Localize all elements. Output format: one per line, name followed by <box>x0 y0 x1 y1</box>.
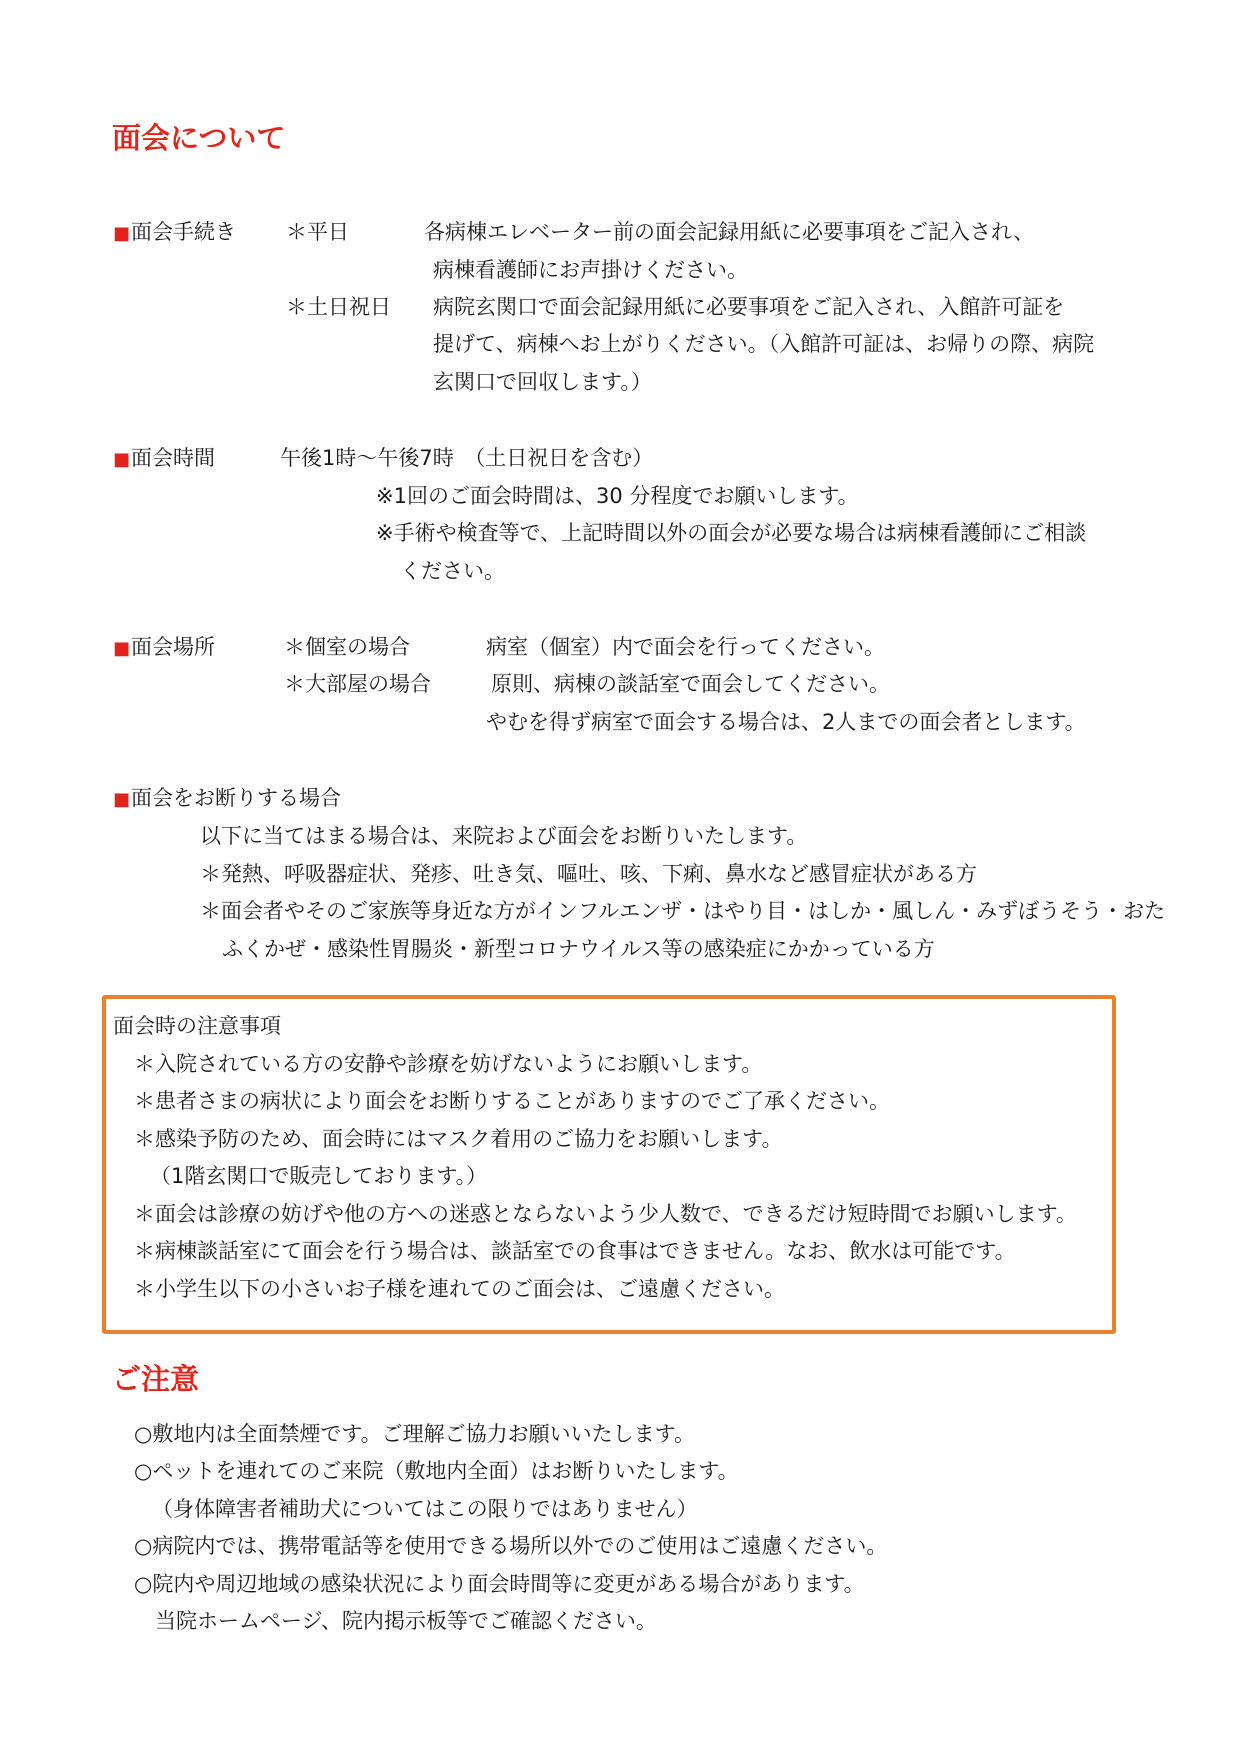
weekday-text-line: 病棟看護師にお声掛けください。 <box>433 258 748 282</box>
weekday-text-line: 各病棟エレベーター前の面会記録用紙に必要事項をご記入され、 <box>424 220 1035 244</box>
place-label: 面会場所 <box>131 635 216 659</box>
hours-heading <box>113 448 215 469</box>
place-heading <box>113 637 215 658</box>
hours-label: 面会時間 <box>131 446 216 470</box>
refusal-intro: 以下に当てはまる場合は、来院および面会をお断りいたします。 <box>200 824 808 848</box>
private-room-label: ＊個室の場合 <box>284 635 410 659</box>
hours-note: ※1回のご面会時間は、30 分程度でお願いします。 <box>376 484 859 508</box>
notice-line: ＊感染予防のため、面会時にはマスク着用のご協力をお願いします。 <box>134 1127 783 1151</box>
notice-line: ＊面会は診療の妨げや他の方への迷惑とならないよう少人数で、できるだけ短時間でお願いします。 <box>134 1202 1077 1226</box>
notice-line: ＊入院されている方の安静や診療を妨げないようにお願いします。 <box>134 1052 763 1076</box>
refusal-item: ＊発熱、呼吸器症状、発疹、吐き気、嘔吐、咳、下痢、鼻水など感冒症状がある方 <box>200 862 977 886</box>
shared-room-label: ＊大部屋の場合 <box>284 672 431 696</box>
procedure-heading <box>113 222 236 243</box>
private-room-text: 病室（個室）内で面会を行ってください。 <box>486 635 885 659</box>
holiday-text-line: 玄関口で回収します。） <box>433 370 652 394</box>
red-square-icon: ■ <box>113 449 131 470</box>
hours-time: 午後1時～午後7時 （土日祝日を含む） <box>280 446 654 470</box>
holiday-label: ＊土日祝日 <box>286 295 391 319</box>
red-square-icon: ■ <box>113 638 131 659</box>
caution-line: （身体障害者補助犬についてはこの限りではありません） <box>152 1497 698 1521</box>
hours-note: ※手術や検査等で、上記時間以外の面会が必要な場合は病棟看護師にご相談 <box>376 521 1087 545</box>
refusal-item: ふくかぜ・感染性胃腸炎・新型コロナウイルス等の感染症にかかっている方 <box>222 937 935 961</box>
holiday-text-line: 病院玄関口で面会記録用紙に必要事項をご記入され、入館許可証を <box>433 295 1065 319</box>
refusal-heading <box>113 788 341 809</box>
caution-line: ○ペットを連れてのご来院（敷地内全面）はお断りいたします。 <box>134 1459 739 1483</box>
caution-line: ○病院内では、携帯電話等を使用できる場所以外でのご使用はご遠慮ください。 <box>134 1534 888 1558</box>
notice-box-title: 面会時の注意事項 <box>113 1014 281 1038</box>
holiday-text-line: 提げて、病棟へお上がりください。（入館許可証は、お帰りの際、病院 <box>433 332 1095 356</box>
notice-line: ＊病棟談話室にて面会を行う場合は、談話室での食事はできません。なお、飲水は可能です。 <box>134 1239 1016 1263</box>
shared-room-text: 原則、病棟の談話室で面会してください。 <box>491 672 890 696</box>
caution-line: ○院内や周辺地域の感染状況により面会時間等に変更がある場合があります。 <box>134 1572 865 1596</box>
notice-line: （1階玄関口で販売しております。） <box>150 1164 488 1188</box>
caution-line: 当院ホームページ、院内掲示板等でご確認ください。 <box>155 1609 657 1633</box>
refusal-item: ＊面会者やそのご家族等身近な方がインフルエンザ・はやり目・はしか・風しん・みずぼうそう・おた <box>200 899 1166 923</box>
caution-title: ご注意 <box>112 1362 200 1396</box>
procedure-label: 面会手続き <box>131 220 237 244</box>
shared-room-text: やむを得ず病室で面会する場合は、2人までの面会者とします。 <box>486 710 1086 734</box>
red-square-icon: ■ <box>113 789 131 810</box>
caution-line: ○敷地内は全面禁煙です。ご理解ご協力お願いいたします。 <box>134 1422 695 1446</box>
weekday-label: ＊平日 <box>286 220 349 244</box>
notice-line: ＊小学生以下の小さいお子様を連れてのご面会は、ご遠慮ください。 <box>134 1277 785 1301</box>
page-title: 面会について <box>112 121 286 155</box>
hours-note: ください。 <box>400 559 505 583</box>
notice-line: ＊患者さまの病状により面会をお断りすることがありますのでご了承ください。 <box>134 1089 890 1113</box>
red-square-icon: ■ <box>113 223 131 244</box>
refusal-label: 面会をお断りする場合 <box>131 786 342 810</box>
